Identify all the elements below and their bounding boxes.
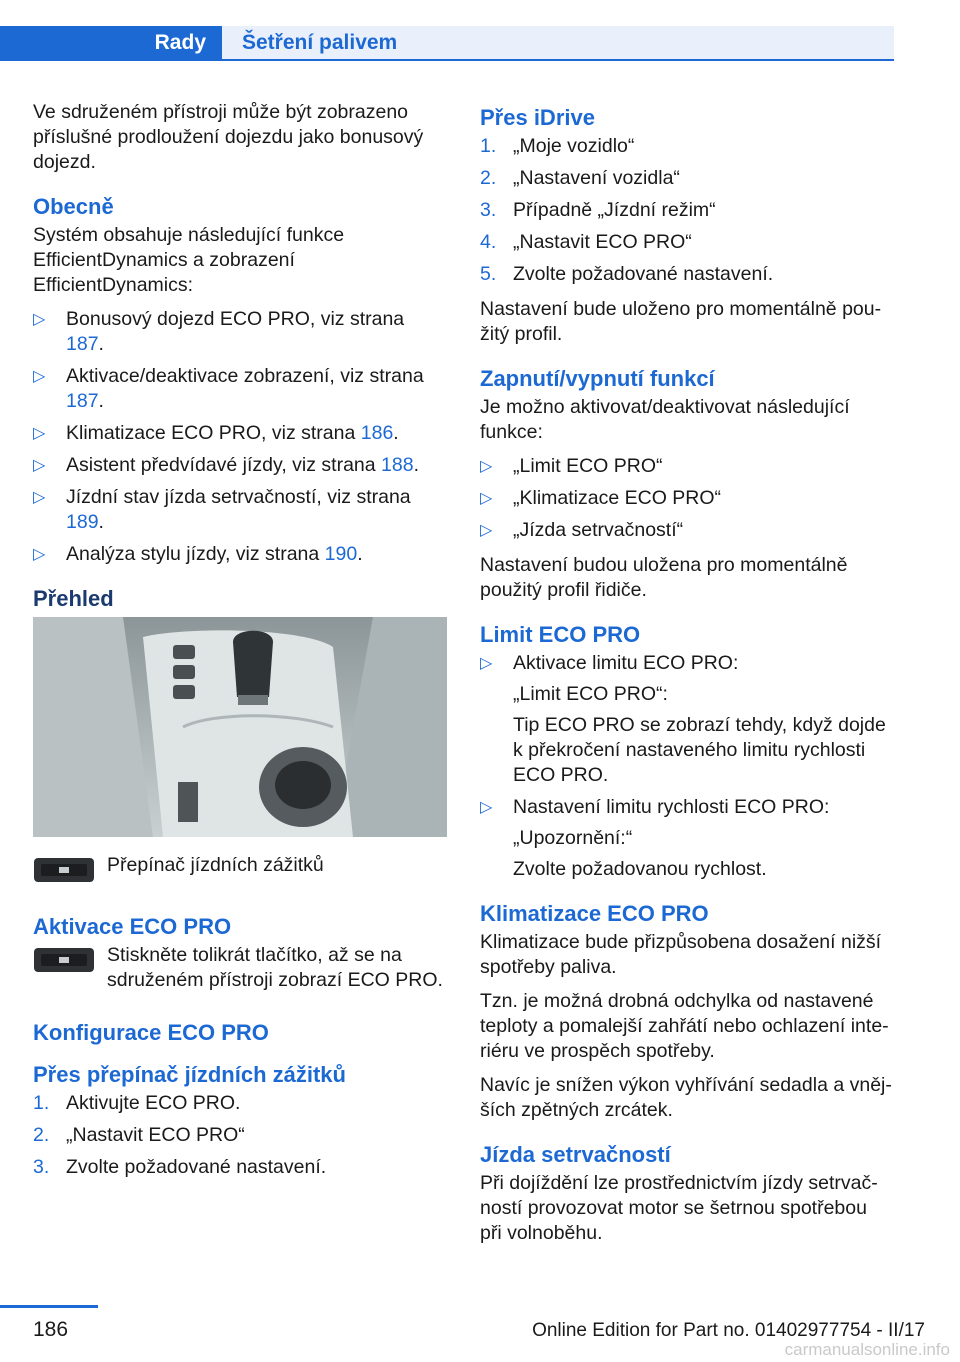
coast-heading: Jízda setrvačností	[480, 1142, 671, 1167]
toggle-heading: Zapnutí/vypnutí funkcí	[480, 366, 715, 391]
list-item: ▷ Klimatizace ECO PRO, viz strana 186.	[33, 422, 399, 444]
switch-caption: Přepínač jízdních zážitků	[107, 854, 324, 876]
header-divider	[0, 59, 894, 61]
triangle-bullet-icon: ▷	[33, 311, 46, 328]
idrive-heading: Přes iDrive	[480, 105, 595, 130]
page-link[interactable]: 188	[381, 454, 414, 476]
list-item: 3. Zvolte požadované nastavení.	[33, 1156, 327, 1178]
triangle-bullet-icon: ▷	[480, 490, 493, 507]
list-item: ▷ Jízdní stav jízda setrvačností, viz strana 189.	[33, 486, 411, 533]
list-item: ▷ „Limit ECO PRO“	[480, 455, 663, 477]
toggle-list	[480, 454, 894, 543]
climate-text-2: Tzn. je možná drobná odchylka od nastavené teploty a pomalejší zahřátí nebo ochlazení inte-riéru ve prospěch spotřeby.	[480, 990, 889, 1062]
overview-heading: Přehled	[33, 586, 114, 611]
page-number: 186	[33, 1318, 69, 1341]
center-console-photo	[33, 617, 447, 837]
toggle-note: Nastavení budou uložena pro momentálně použitý profil řidiče.	[480, 554, 848, 601]
triangle-bullet-icon: ▷	[480, 799, 493, 816]
left-column	[33, 100, 447, 1190]
switch-caption-row	[33, 853, 447, 885]
page-link[interactable]: 187	[66, 333, 99, 355]
list-item: ▷ „Jízda setrvačností“	[480, 519, 684, 541]
list-item: ▷ Aktivace limitu ECO PRO: „Limit ECO PRO“: Tip ECO PRO se zobrazí tehdy, když dojde k překročení nastaveného limitu rychlosti ECO PRO.	[480, 652, 886, 786]
list-item: 2. „Nastavit ECO PRO“	[33, 1124, 245, 1146]
list-item: 5. Zvolte požadované nastavení.	[480, 263, 774, 285]
list-item: ▷ Nastavení limitu rychlosti ECO PRO: „Upozornění:“ Zvolte požadovanou rychlost.	[480, 796, 830, 880]
limit-list	[480, 651, 894, 882]
header-tab-fuel-saving: Šetření palivem	[222, 26, 894, 59]
triangle-bullet-icon: ▷	[33, 489, 46, 506]
page-link[interactable]: 189	[66, 511, 99, 533]
list-item: ▷ „Klimatizace ECO PRO“	[480, 487, 722, 509]
intro-paragraph: Ve sdruženém přístroji může být zobrazeno příslušné prodloužení dojezdu jako bonusový dojezd.	[33, 101, 424, 173]
triangle-bullet-icon: ▷	[33, 368, 46, 385]
general-heading: Obecně	[33, 194, 114, 219]
idrive-steps	[480, 134, 894, 287]
feature-list	[33, 307, 447, 567]
triangle-bullet-icon: ▷	[33, 425, 46, 442]
via-switch-steps	[33, 1091, 447, 1180]
page-link[interactable]: 190	[324, 543, 358, 565]
footer-divider	[0, 1305, 98, 1308]
limit-heading: Limit ECO PRO	[480, 622, 641, 647]
list-item: ▷ Bonusový dojezd ECO PRO, viz strana 187.	[33, 308, 405, 355]
toggle-text: Je možno aktivovat/deaktivovat následující funkce:	[480, 396, 850, 443]
triangle-bullet-icon: ▷	[480, 458, 493, 475]
list-item: 4. „Nastavit ECO PRO“	[480, 231, 692, 253]
climate-text-3: Navíc je snížen výkon vyhřívání sedadla a vněj-ších zpětných zrcátek.	[480, 1074, 892, 1121]
climate-heading: Klimatizace ECO PRO	[480, 901, 709, 926]
triangle-bullet-icon: ▷	[33, 546, 46, 563]
activation-heading: Aktivace ECO PRO	[33, 914, 232, 939]
right-column	[480, 100, 894, 1255]
page-link[interactable]: 187	[66, 390, 99, 412]
watermark: carmanualsonline.info	[784, 1340, 950, 1359]
list-item: ▷ Analýza stylu jízdy, viz strana 190.	[33, 543, 363, 565]
list-item: 1. „Moje vozidlo“	[480, 135, 635, 157]
coast-text: Při dojíždění lze prostřednictvím jízdy setrvač-ností provozovat motor se šetrnou spotřebou při volnoběhu.	[480, 1172, 878, 1244]
list-item: ▷ Asistent předvídavé jízdy, viz strana 188.	[33, 454, 419, 476]
via-switch-heading: Přes přepínač jízdních zážitků	[33, 1062, 346, 1087]
list-item: 1. Aktivujte ECO PRO.	[33, 1092, 241, 1114]
driving-experience-switch-icon	[33, 855, 95, 885]
list-item: ▷ Aktivace/deaktivace zobrazení, viz strana 187.	[33, 365, 424, 412]
triangle-bullet-icon: ▷	[33, 457, 46, 474]
page-link[interactable]: 186	[360, 422, 394, 444]
idrive-note: Nastavení bude uloženo pro momentálně pou-žitý profil.	[480, 298, 882, 345]
climate-text-1: Klimatizace bude přizpůsobena dosažení nižší spotřeby paliva.	[480, 931, 882, 978]
edition-note: Online Edition for Part no. 01402977754 - II/17	[532, 1320, 925, 1341]
activation-row	[33, 943, 447, 993]
triangle-bullet-icon: ▷	[480, 655, 493, 672]
triangle-bullet-icon: ▷	[480, 522, 493, 539]
activation-text: Stiskněte tolikrát tlačítko, až se na sdruženém přístroji zobrazí ECO PRO.	[107, 944, 443, 991]
driving-experience-switch-icon	[33, 945, 95, 975]
page-header	[0, 26, 960, 62]
config-heading: Konfigurace ECO PRO	[33, 1020, 269, 1045]
list-item: 2. „Nastavení vozidla“	[480, 167, 680, 189]
header-tab-rady: Rady	[0, 26, 222, 59]
general-text: Systém obsahuje následující funkce EfficientDynamics a zobrazení EfficientDynamics:	[33, 224, 345, 296]
list-item: 3. Případně „Jízdní režim“	[480, 199, 716, 221]
